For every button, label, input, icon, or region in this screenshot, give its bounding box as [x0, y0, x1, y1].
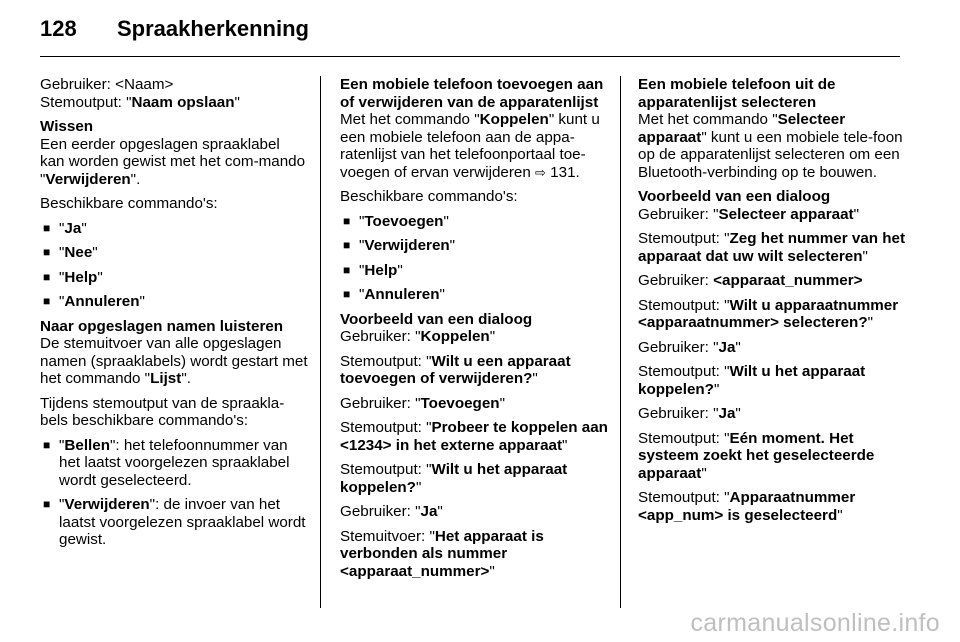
dialog-line: Stemoutput: "Wilt u het apparaat koppelen?": [638, 363, 866, 398]
section-heading-select: Een mobiele telefoon uit de apparatenlijst selecteren: [638, 76, 836, 111]
dialog-line: Stemuitvoer: "Het apparaat is verbonden als nummer <apparaat_nummer>": [340, 527, 544, 580]
example-heading: Voorbeeld van een dialoog: [638, 188, 831, 205]
section-heading-listen: Naar opgeslagen namen luisteren: [40, 317, 284, 335]
list-item: ■ "Annuleren": [43, 293, 145, 310]
commands-label: Beschikbare commando's:: [40, 195, 218, 212]
page-number: 128: [40, 16, 77, 41]
column-2: [340, 76, 608, 587]
dialog-line: Gebruiker: "Ja": [638, 338, 741, 356]
command-list: [40, 220, 308, 311]
dialog-line: Stemoutput: "Wilt u apparaatnummer <apparaatnummer> selecteren?": [638, 296, 899, 331]
section-heading-wissen: Wissen: [40, 118, 94, 135]
column-divider-2: [620, 76, 621, 608]
dialog-line: Stemoutput: "Wilt u het apparaat koppelen?": [340, 461, 568, 496]
dialog-line: Stemoutput: "Probeer te koppelen aan <1234> in het externe apparaat": [340, 419, 608, 454]
example-heading: Voorbeeld van een dialoog: [340, 310, 533, 328]
header-divider: [40, 56, 900, 57]
page-reference-icon: ⇨: [535, 164, 546, 180]
list-item: ■ "Bellen": het telefoonnummer van het laatst voorgelezen spraaklabel wordt geselecteerd.: [43, 436, 290, 489]
column-divider-1: [320, 76, 321, 608]
list-item: ■ "Nee": [43, 244, 98, 261]
listen-text: De stemuitvoer van alle opgeslagen namen (spraaklabels) wordt gestart met het commando "Lijst".: [40, 335, 308, 387]
list-item: ■ "Annuleren": [343, 286, 445, 303]
wissen-text: Een eerder opgeslagen spraaklabel kan worden gewist met het com-mando "Verwijderen".: [40, 135, 306, 188]
dialog-line: Stemoutput: "Apparaatnummer <app_num> is geselecteerd": [638, 489, 856, 524]
dialog-line: Stemoutput: "Zeg het nummer van het apparaat dat uw wilt selecteren": [638, 230, 906, 265]
dialog-line: Stemoutput: "Naam opslaan": [40, 93, 240, 111]
option-list: [40, 437, 308, 549]
dialog-line: Gebruiker: <apparaat_nummer>: [638, 272, 863, 289]
list-item: ■ "Verwijderen": [343, 237, 456, 254]
list-item: ■ "Help": [43, 268, 103, 286]
dialog-line: Stemoutput: "Eén moment. Het systeem zoekt het geselecteerde apparaat": [638, 429, 875, 482]
column-3: [638, 76, 906, 531]
column-1: [40, 76, 308, 556]
list-item: ■ "Verwijderen": de invoer van het laatst voorgelezen spraaklabel wordt gewist.: [43, 496, 306, 548]
dialog-line: Gebruiker: "Ja": [340, 503, 443, 520]
section-heading-add-remove: Een mobiele telefoon toevoegen aan of verwijderen van de apparatenlijst: [340, 76, 604, 111]
list-item: ■ "Help": [343, 261, 403, 279]
dialog-line: Gebruiker: "Toevoegen": [340, 394, 505, 412]
dialog-line: Stemoutput: "Wilt u een apparaat toevoegen of verwijderen?": [340, 352, 571, 387]
watermark: carmanualsonline.info: [690, 609, 940, 637]
commands-label: Beschikbare commando's:: [340, 188, 518, 205]
during-text: Tijdens stemoutput van de spraakla-bels beschikbare commando's:: [40, 394, 285, 429]
dialog-line: Gebruiker: <Naam>: [40, 76, 174, 93]
dialog-line: Gebruiker: "Koppelen": [340, 328, 496, 345]
list-item: ■ "Toevoegen": [343, 212, 449, 230]
list-item: ■ "Ja": [43, 219, 87, 237]
dialog-line: Gebruiker: "Ja": [638, 405, 741, 422]
page-title: Spraakherkenning: [117, 16, 309, 41]
select-text: Met het commando "Selecteer apparaat" kunt u een mobiele tele-foon op de apparatenlijst selecteren om een Bluetooth-verbinding op te bouwen.: [638, 111, 903, 181]
add-remove-text: Met het commando "Koppelen" kunt u een mobiele telefoon aan de appa-ratenlijst van het telefoonportaal toe-voegen of ervan verwijderen ⇨ 131.: [340, 111, 600, 181]
dialog-line: Gebruiker: "Selecteer apparaat": [638, 205, 860, 223]
command-list: [340, 213, 608, 304]
